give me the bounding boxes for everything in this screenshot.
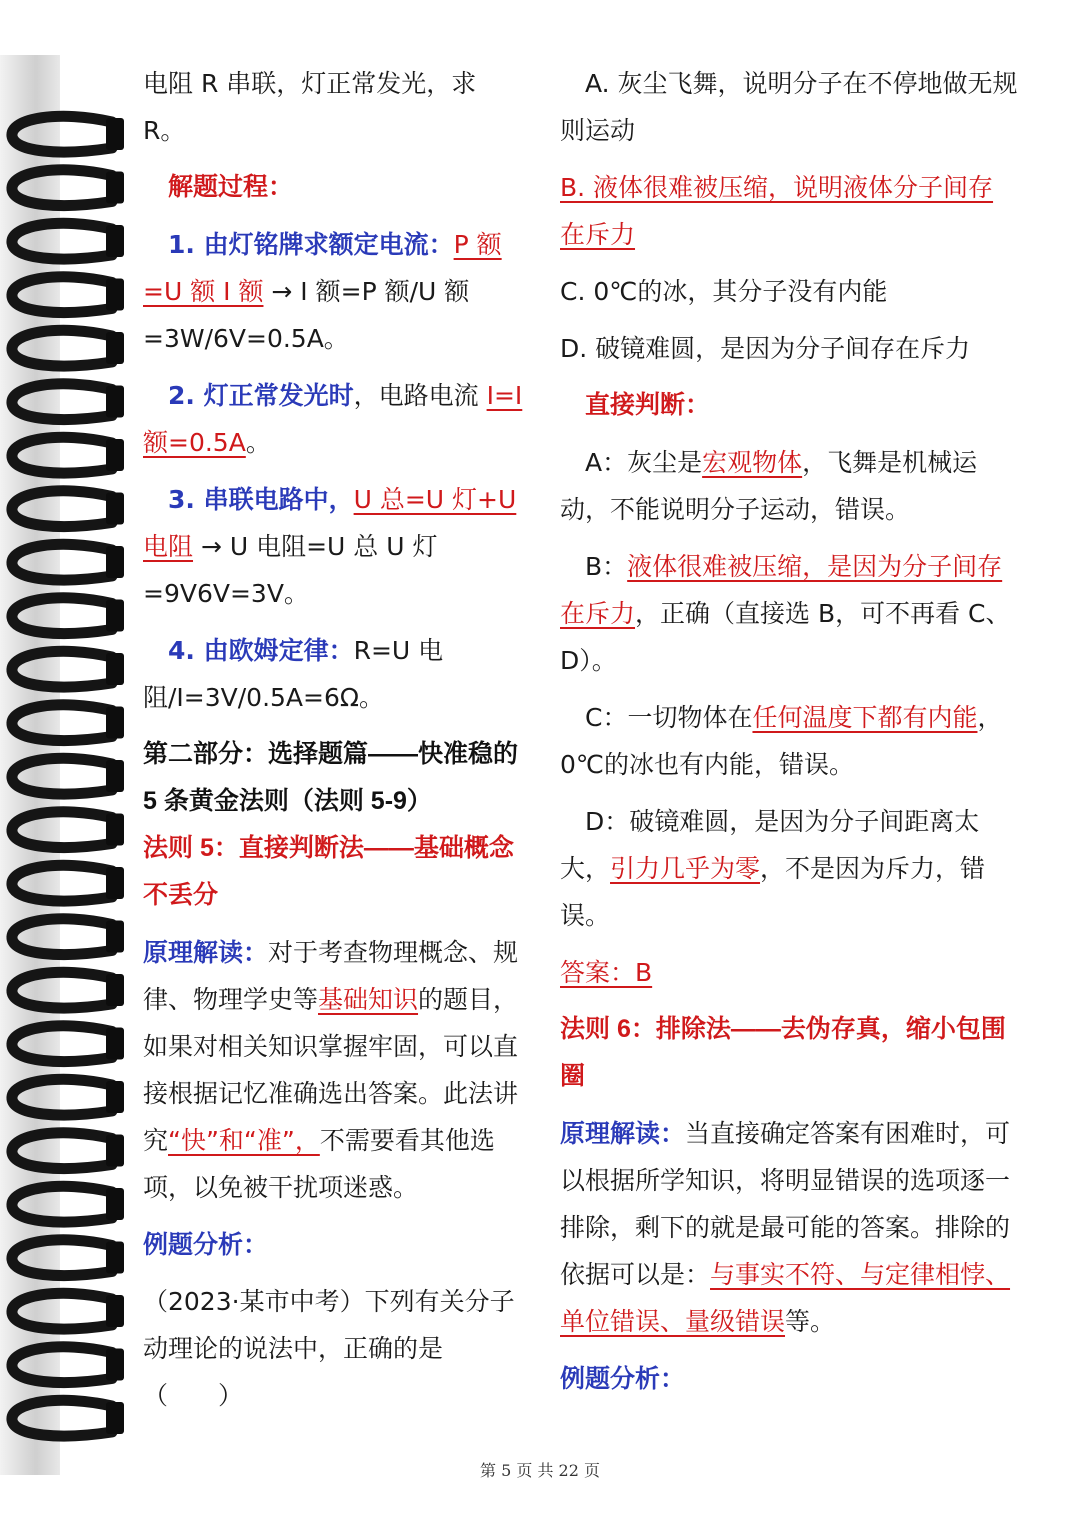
- page-footer: 第 5 页 共 22 页: [480, 1461, 600, 1480]
- step-2-mid: ，电路电流: [353, 381, 479, 410]
- binding-hole-icon: [106, 1081, 124, 1113]
- principle2-key: 与事实不符、与定律相悖、单位错误、量级错误: [560, 1260, 1011, 1336]
- binding-hole-icon: [106, 1349, 124, 1381]
- step-2-label: 2. 灯正常发光时: [168, 381, 354, 410]
- binding-hole-icon: [106, 974, 124, 1006]
- binding-hole-icon: [106, 921, 124, 953]
- binding-hole-icon: [106, 493, 124, 525]
- rule5-heading: 法则 5：直接判断法——基础概念不丢分: [143, 834, 514, 909]
- example-heading: 例题分析：: [143, 1230, 269, 1259]
- judge-a-key: 宏观物体: [702, 448, 803, 477]
- binding-hole-icon: [106, 1402, 124, 1434]
- judge-c-key: 任何温度下都有内能: [752, 703, 978, 732]
- judge-b: [560, 543, 1018, 684]
- binding-hole-icon: [106, 600, 124, 632]
- solve-heading: 解题过程：: [168, 173, 294, 201]
- binding-hole-icon: [106, 118, 124, 150]
- binding-hole-icon: [106, 1135, 124, 1167]
- principle-label: 原理解读：: [143, 938, 269, 967]
- step-1-rest: → I 额=P 额/U 额=3W/6V=0.5A。: [143, 277, 470, 353]
- rule6-principle: [560, 1110, 1018, 1345]
- right-column: [560, 60, 1018, 1402]
- step-3: [143, 476, 523, 617]
- example-heading-2: 例题分析：: [560, 1364, 686, 1393]
- option-b: B. 液体很难被压缩，说明液体分子间存在斥力: [560, 173, 994, 249]
- option-d: D. 破镜难圆，是因为分子间存在斥力: [560, 334, 971, 363]
- principle-label-2: 原理解读：: [560, 1119, 686, 1148]
- judge-a-rest: ，飞舞是机械运动，不能说明分子运动，错误。: [560, 448, 978, 524]
- judge-c-text: C：一切物体在: [585, 703, 753, 732]
- binding-hole-icon: [106, 653, 124, 685]
- option-c: C. 0℃的冰，其分子没有内能: [560, 277, 888, 306]
- binding-hole-icon: [106, 546, 124, 578]
- binding-hole-icon: [106, 332, 124, 364]
- judge-d-text: D：破镜难圆，是因为分子间距离太大，: [560, 807, 980, 883]
- binding-hole-icon: [106, 1295, 124, 1327]
- step-4: [143, 627, 523, 721]
- judge-heading: 直接判断：: [585, 391, 711, 419]
- step-2-formula: I=I 额=0.5A: [143, 381, 523, 457]
- spiral-binding-icon: [0, 55, 135, 1475]
- binding-hole-icon: [106, 225, 124, 257]
- binding-hole-icon: [106, 760, 124, 792]
- step-1-label: 1. 由灯铭牌求额定电流：: [168, 230, 454, 259]
- binding-hole-icon: [106, 279, 124, 311]
- step-3-rest: → U 电阻=U 总 U 灯=9V6V=3V。: [143, 532, 438, 608]
- judge-d: [560, 798, 1018, 939]
- binding-hole-icon: [106, 1242, 124, 1274]
- principle2-text-a: 当直接确定答案有困难时，可以根据所学知识，将明显错误的选项逐一排除，剩下的就是最可能的答案。排除的依据可以是：: [560, 1119, 1011, 1289]
- step-2-end: 。: [245, 428, 271, 457]
- option-a: A. 灰尘飞舞，说明分子在不停地做无规则运动: [560, 69, 1018, 145]
- judge-a-text: A：灰尘是: [585, 448, 703, 477]
- judge-d-rest: ，不是因为斥力，错误。: [560, 854, 986, 930]
- intro-line: 电阻 R 串联，灯正常发光，求 R。: [143, 69, 477, 145]
- binding-hole-icon: [106, 814, 124, 846]
- left-column: [143, 60, 523, 1419]
- step-2: [143, 372, 523, 466]
- question: （2023·某市中考）下列有关分子动理论的说法中，正确的是（ ）: [143, 1287, 515, 1410]
- principle-text-c: 的题目，如果对相关知识掌握牢固，可以直接根据记忆准确选出答案。此法讲究: [143, 985, 519, 1155]
- judge-c-rest: ，0℃的冰也有内能，错误。: [560, 703, 1003, 779]
- answer: 答案：B: [560, 958, 653, 987]
- rule6-heading: 法则 6：排除法——去伪存真，缩小包围圈: [560, 1015, 1006, 1090]
- binding-hole-icon: [106, 1188, 124, 1220]
- judge-b-key: 液体很难被压缩，是因为分子间存在斥力: [560, 552, 1003, 628]
- step-4-label: 4. 由欧姆定律：: [168, 636, 354, 665]
- binding-hole-icon: [106, 707, 124, 739]
- step-3-formula: U 总=U 灯+U 电阻: [143, 485, 517, 561]
- binding-hole-icon: [106, 867, 124, 899]
- principle-key-fast: “快”和“准”，: [168, 1126, 320, 1155]
- rule5-principle: [143, 929, 523, 1211]
- judge-d-key: 引力几乎为零: [610, 854, 761, 883]
- step-1: [143, 221, 523, 362]
- binding-hole-icon: [106, 1028, 124, 1060]
- judge-b-rest: ，正确（直接选 B，可不再看 C、D）。: [560, 599, 1011, 675]
- principle2-text-c: 等。: [785, 1307, 836, 1336]
- binding-hole-icon: [106, 439, 124, 471]
- binding-hole-icon: [106, 386, 124, 418]
- step-1-formula: P 额=U 额 I 额: [143, 230, 502, 306]
- principle-text-e: 不需要看其他选项，以免被干扰项迷惑。: [143, 1126, 495, 1202]
- step-4-rest: R=U 电阻/I=3V/0.5A=6Ω。: [143, 636, 444, 712]
- binding-hole-icon: [106, 172, 124, 204]
- judge-b-text: B：: [585, 552, 628, 581]
- step-3-label: 3. 串联电路中，: [168, 485, 354, 514]
- judge-a: [560, 439, 1018, 533]
- part2-heading: 第二部分：选择题篇——快准稳的 5 条黄金法则（法则 5-9）: [143, 740, 519, 815]
- judge-c: [560, 694, 1018, 788]
- principle-text-a: 对于考查物理概念、规律、物理学史等: [143, 938, 519, 1014]
- principle-key-basic: 基础知识: [318, 985, 419, 1014]
